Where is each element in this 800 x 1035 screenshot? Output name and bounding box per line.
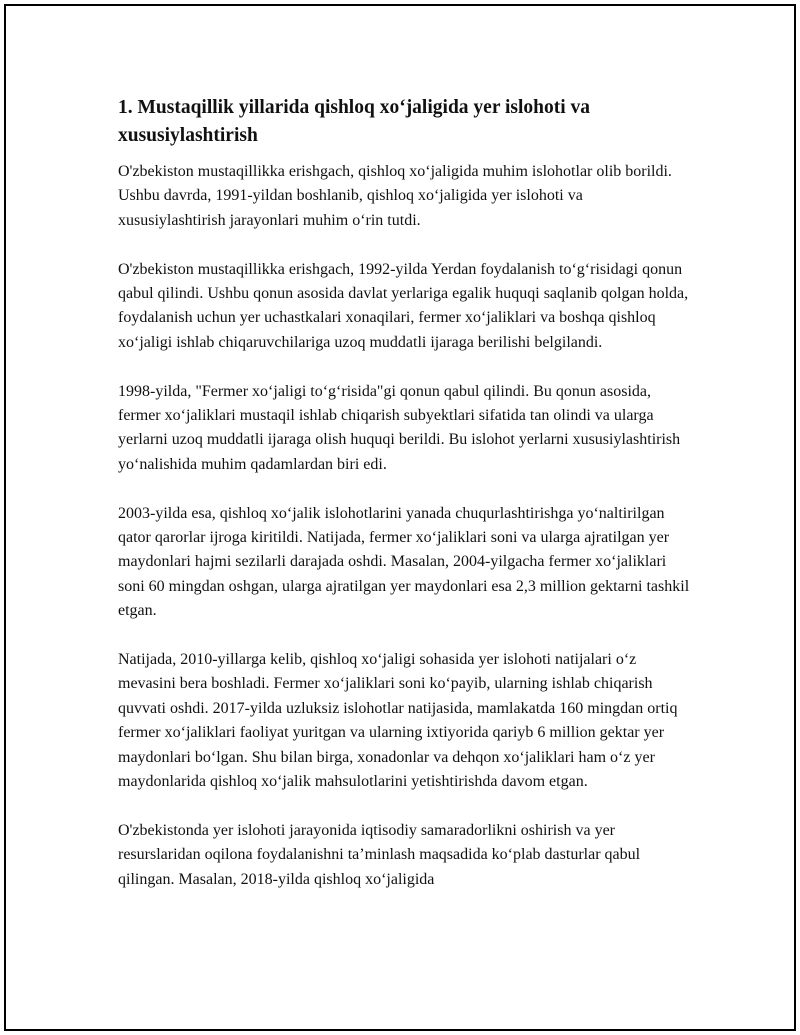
section-heading: 1. Mustaqillik yillarida qishloq xo‘jaligida yer islohoti va xususiylashtirish — [118, 97, 591, 146]
paragraph-4: 2003-yilda esa, qishloq xo‘jalik islohotlarini yanada chuqurlashtirishga yo‘naltirilgan qator qarorlar ijroga kiritildi. Natijada, fermer xo‘jaliklari soni va ularga ajratilgan yer maydonlari hajmi sezilarli darajada oshdi. Masalan, 2004-yilgacha fermer xo‘jaliklari soni 60 mingdan oshgan, ularga ajratilgan yer maydonlari esa 2,3 million gektarni tashkil etgan. — [118, 504, 690, 620]
paragraph-2: O'zbekiston mustaqillikka erishgach, 1992-yilda Yerdan foydalanish to‘g‘risidagi qonun qabul qilindi. Ushbu qonun asosida davlat yerlariga egalik huquqi saqlanib qolgan holda, foydalanish uchun yer uchastkalari xonaqilari, fermer xo‘jaliklari va boshqa qishloq xo‘jaligi ishlab chiqaruvchilariga uzoq muddatli ijaraga berilishi belgilandi. — [118, 260, 689, 351]
document-body — [118, 94, 693, 917]
paragraph-3: 1998-yilda, "Fermer xo‘jaligi to‘g‘risida"gi qonun qabul qilindi. Bu qonun asosida, fermer xo‘jaliklari mustaqil ishlab chiqarish subyektlari sifatida tan olindi va ularga yerlarni uzoq muddatli ijaraga olish huquqi berildi. Bu islohot yerlarni xususiylashtirish yo‘nalishida muhim qadamlardan biri edi. — [118, 382, 681, 473]
paragraph-5: Natijada, 2010-yillarga kelib, qishloq xo‘jaligi sohasida yer islohoti natijalari o‘z mevasini bera boshladi. Fermer xo‘jaliklari soni ko‘payib, ularning ishlab chiqarish quvvati oshdi. 2017-yilda uzluksiz islohotlar natijasida, mamlakatda 160 mingdan ortiq fermer xo‘jaliklari faoliyat yuritgan va ularning ixtiyorida qariyb 6 million gektar yer maydonlari bo‘lgan. Shu bilan birga, xonadonlar va dehqon xo‘jaliklari ham o‘z yer maydonlarida qishloq xo‘jalik mahsulotlarini yetishtirishda davom etgan. — [118, 651, 678, 791]
paragraph-6: O'zbekistonda yer islohoti jarayonida iqtisodiy samaradorlikni oshirish va yer resurslaridan oqilona foydalanishni ta’minlash maqsadida ko‘plab dasturlar qabul qilingan. Masalan, 2018-yilda qishloq xo‘jaligida — [118, 821, 641, 888]
paragraph-1: O'zbekiston mustaqillikka erishgach, qishloq xo‘jaligida muhim islohotlar olib borildi. Ushbu davrda, 1991-yildan boshlanib, qishloq xo‘jaligida yer islohoti va xususiylashtirish jarayonlari muhim o‘rin tutdi. — [118, 163, 672, 229]
